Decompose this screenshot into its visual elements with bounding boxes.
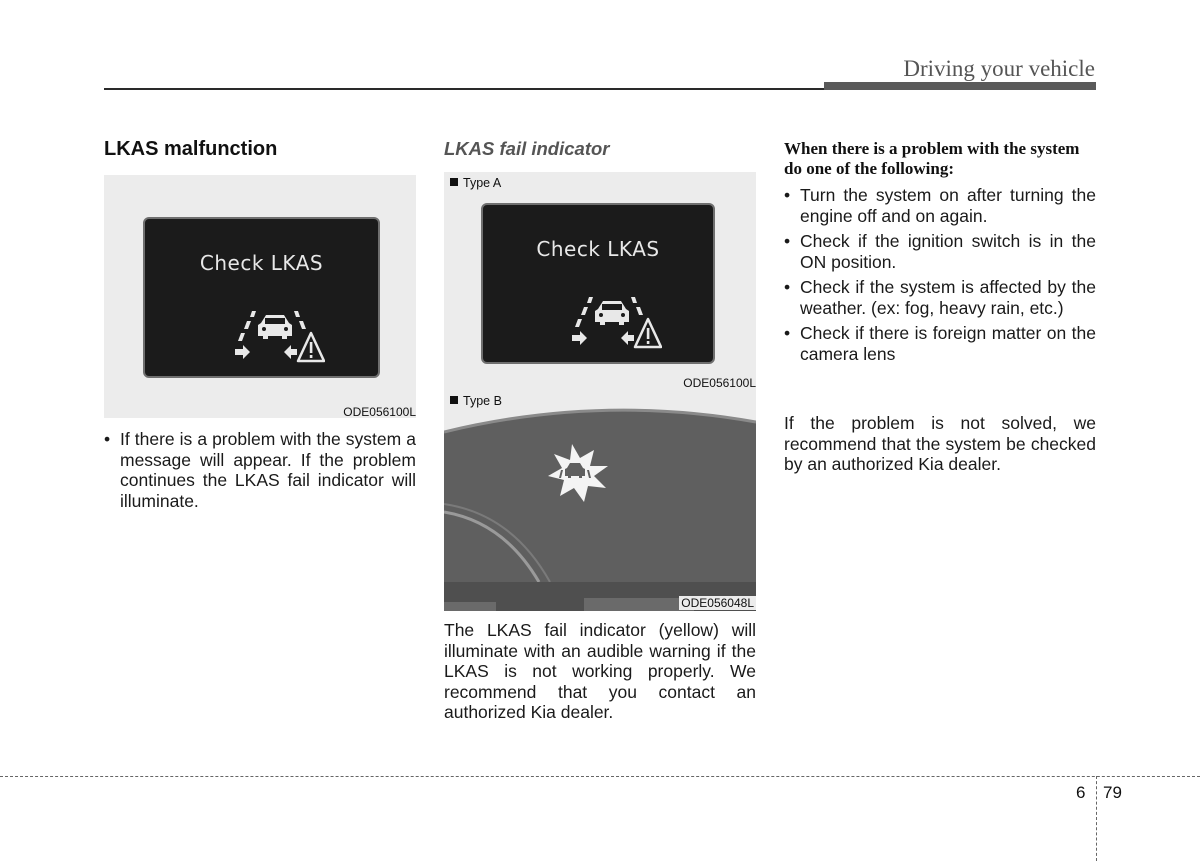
section-title: Driving your vehicle bbox=[903, 56, 1095, 81]
header-rule-accent bbox=[824, 82, 1096, 90]
lkas-malfunction-heading: LKAS malfunction bbox=[104, 138, 278, 160]
chapter-number: 6 bbox=[1076, 783, 1086, 802]
figure-code: ODE056100L bbox=[683, 376, 756, 390]
col1-bullet-list bbox=[104, 429, 416, 511]
footer-divider bbox=[0, 776, 1200, 777]
display-message: Check LKAS bbox=[536, 237, 660, 261]
page-number: 79 bbox=[1103, 783, 1122, 802]
cluster-display bbox=[143, 217, 380, 378]
lkas-fail-indicator-heading: LKAS fail indicator bbox=[444, 138, 610, 159]
lkas-warning-icon bbox=[562, 289, 662, 351]
bullet-square bbox=[450, 396, 458, 404]
instrument-cluster-illustration bbox=[444, 392, 756, 611]
type-a-label: Type A bbox=[450, 176, 501, 190]
display-message: Check LKAS bbox=[199, 251, 324, 275]
bullet-square bbox=[450, 178, 458, 186]
col3-bullet-list bbox=[784, 185, 1096, 369]
list-item: • If there is a problem with the system a message will appear. If the problem continues the LKAS fail indicator will illuminate. bbox=[104, 429, 416, 511]
footer-divider-vertical bbox=[1096, 776, 1097, 861]
type-b-figure bbox=[444, 392, 756, 611]
lkas-malfunction-figure bbox=[104, 175, 416, 418]
col3-paragraph: If the problem is not solved, we recommend that the system be checked by an authorized Kia dealer. bbox=[784, 413, 1096, 474]
figure-code: ODE056048L bbox=[681, 596, 754, 610]
list-item: • Check if the system is affected by the weather. (ex: fog, heavy rain, etc.) bbox=[784, 277, 1096, 318]
type-b-label: Type B bbox=[450, 394, 502, 408]
col3-heading: When there is a problem with the system do one of the following: bbox=[784, 139, 1080, 178]
lkas-warning-icon bbox=[225, 303, 325, 365]
cluster-display bbox=[481, 203, 715, 364]
list-item: • Turn the system on after turning the engine off and on again. bbox=[784, 185, 1096, 226]
figure-code: ODE056100L bbox=[343, 405, 416, 419]
col2-paragraph: The LKAS fail indicator (yellow) will illuminate with an audible warning if the LKAS is not working properly. We recommend that you contact an authorized Kia dealer. bbox=[444, 620, 756, 722]
list-item: • Check if the ignition switch is in the ON position. bbox=[784, 231, 1096, 272]
type-a-figure bbox=[444, 172, 756, 392]
list-item: • Check if there is foreign matter on the camera lens bbox=[784, 323, 1096, 364]
